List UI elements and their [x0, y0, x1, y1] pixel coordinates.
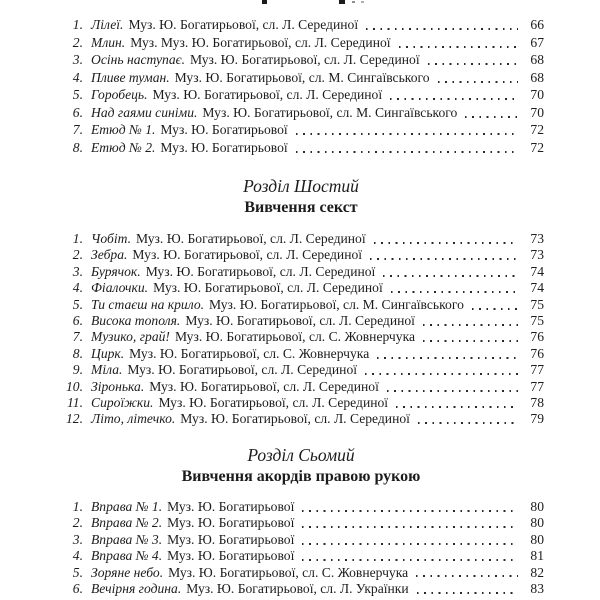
toc-entry [58, 313, 544, 329]
entry-page-number: 83 [530, 580, 544, 596]
toc-entry [58, 395, 544, 411]
entry-page-number: 76 [530, 329, 544, 345]
entry-number: 1. [72, 498, 83, 514]
entry-number: 8. [72, 139, 83, 155]
entry-title: Зоряне небо. [91, 564, 164, 580]
entry-number: 5. [72, 564, 83, 580]
dot-leader [296, 133, 518, 135]
toc-entry [58, 329, 544, 345]
toc-entry [58, 51, 544, 69]
entry-credits: Муз. Ю. Богатирьової [167, 498, 295, 514]
entry-page-number: 77 [530, 362, 544, 378]
toc-entry [58, 362, 544, 378]
entry-page-number: 74 [530, 263, 544, 279]
toc-entry [58, 297, 544, 313]
entry-title: Вправа № 1. [91, 498, 163, 514]
toc-entry [58, 499, 544, 515]
entry-credits: Муз. Ю. Богатирьової, сл. С. Жовнерчука [168, 564, 409, 580]
entry-credits: Муз. Ю. Богатирьової, сл. Л. Серединої [185, 313, 415, 329]
entry-credits: Муз. Ю. Богатирьової, сл. Л. Серединої [158, 395, 389, 411]
clipped-heading-remnant [0, 0, 600, 7]
toc-section [58, 175, 544, 428]
toc-entry [58, 379, 544, 395]
section-chapter-title: Вивчення секст [244, 199, 358, 216]
dot-leader [390, 98, 518, 100]
entry-page-number: 74 [530, 280, 544, 296]
entry-number: 6. [72, 313, 83, 329]
toc-entry [58, 532, 544, 548]
entry-title: Музико, грай! [91, 329, 170, 345]
entry-title: Етюд № 1. [91, 122, 156, 137]
entry-credits: Муз. Муз. Ю. Богатирьової, сл. Л. Серединої [130, 34, 391, 50]
entry-credits: Муз. Ю. Богатирьової, сл. М. Сингаївського [209, 296, 464, 312]
entry-title: Висока тополя. [91, 313, 181, 329]
entry-list [58, 231, 544, 428]
entry-credits: Муз. Ю. Богатирьової [167, 515, 295, 531]
dot-leader [302, 526, 518, 528]
dot-leader [383, 275, 518, 277]
toc-entry [58, 581, 544, 597]
dot-leader [377, 357, 518, 359]
clipped-heading-fragment [339, 0, 345, 4]
entry-number: 4. [72, 548, 83, 564]
entry-credits: Муз. Ю. Богатирьової, сл. Л. Серединої [132, 247, 363, 263]
entry-number: 5. [72, 87, 83, 102]
entry-number: 11. [67, 395, 83, 411]
toc-entry [58, 280, 544, 296]
entry-title: Млин. [91, 34, 126, 50]
entry-title: Сироїжки. [91, 395, 154, 411]
entry-title: Вправа № 4. [91, 548, 163, 564]
dot-leader [302, 543, 518, 545]
entry-title: Пливе туман. [91, 69, 170, 85]
entry-number: 5. [72, 296, 83, 312]
entry-number: 2. [72, 515, 83, 531]
entry-page-number: 70 [530, 104, 544, 120]
entry-number: 3. [72, 52, 83, 67]
entry-title: Зіронька. [91, 378, 145, 394]
entry-page-number: 73 [530, 247, 544, 263]
entry-credits: Муз. Ю. Богатирьової, сл. М. Сингаївського [202, 104, 458, 120]
toc-entry [58, 565, 544, 581]
entry-title: Горобець. [91, 87, 148, 102]
dot-leader [370, 258, 518, 260]
entry-list [58, 499, 544, 597]
entry-number: 2. [72, 247, 83, 263]
toc-entry [58, 69, 544, 87]
toc-entry [58, 104, 544, 122]
entry-credits: Муз. Ю. Богатирьової [167, 531, 295, 547]
dot-leader [428, 63, 518, 65]
toc-section [58, 444, 544, 597]
toc-section [58, 16, 544, 156]
entry-page-number: 67 [530, 34, 544, 50]
entry-credits: Муз. Ю. Богатирьової, сл. М. Сингаївського [174, 69, 430, 85]
toc-entry [58, 121, 544, 139]
toc-entry [58, 16, 544, 34]
entry-credits: Муз. Ю. Богатирьової, сл. Л. Серединої [145, 263, 376, 279]
section-part-label: Розділ Сьомий [247, 444, 355, 465]
entry-title: Ти стаєш на крило. [91, 296, 205, 312]
entry-title: Літо, літечко. [91, 411, 176, 427]
entry-number: 6. [72, 580, 83, 596]
entry-number: 1. [72, 231, 83, 246]
entry-page-number: 80 [530, 515, 544, 531]
section-part-label: Розділ Шостий [243, 176, 359, 196]
dot-leader [423, 324, 518, 326]
entry-page-number: 80 [530, 498, 544, 514]
entry-number: 9. [72, 362, 83, 378]
entry-title: Лілеї. [91, 17, 124, 32]
entry-number: 3. [72, 263, 83, 279]
entry-page-number: 82 [530, 564, 544, 580]
toc-entry [58, 86, 544, 104]
toc-entry [58, 264, 544, 280]
toc-entry [58, 247, 544, 263]
toc-entry [58, 139, 544, 157]
dot-leader [472, 308, 518, 310]
dot-leader [296, 151, 518, 153]
toc-entry [58, 346, 544, 362]
entry-page-number: 68 [530, 52, 544, 67]
entry-title: Бурячок. [91, 263, 141, 279]
entry-page-number: 72 [530, 122, 544, 137]
entry-page-number: 75 [530, 313, 544, 329]
entry-credits: Муз. Ю. Богатирьової, сл. Л. Серединої [152, 87, 383, 102]
entry-credits: Муз. Ю. Богатирьової, сл. С. Жовнерчука [174, 329, 415, 345]
entry-credits: Муз. Ю. Богатирьової, сл. Л. Серединої [149, 378, 379, 394]
entry-credits: Муз. Ю. Богатирьової [160, 139, 288, 155]
dot-leader [396, 406, 518, 408]
entry-number: 4. [72, 69, 83, 85]
entry-credits: Муз. Ю. Богатирьової, сл. С. Жовнерчука [129, 345, 370, 361]
entry-page-number: 77 [530, 378, 544, 394]
dot-leader [302, 510, 518, 512]
entry-title: Фіалочки. [91, 280, 149, 296]
entry-number: 4. [72, 280, 83, 296]
entry-title: Вправа № 2. [91, 515, 163, 531]
entry-page-number: 78 [530, 395, 544, 411]
toc-entry [58, 515, 544, 531]
toc-entry [58, 411, 544, 427]
entry-number: 6. [72, 104, 83, 120]
dot-leader [365, 373, 518, 375]
entry-number: 12. [66, 411, 83, 427]
entry-title: Зебра. [91, 247, 128, 263]
table-of-contents [58, 16, 544, 597]
entry-page-number: 66 [530, 17, 544, 32]
dot-leader [465, 116, 518, 118]
entry-credits: Муз. Ю. Богатирьової [160, 122, 288, 137]
entry-title: Над гаями синіми. [91, 104, 198, 120]
dot-leader [416, 575, 518, 577]
clipped-heading-fragment [352, 1, 355, 3]
dot-leader [438, 81, 518, 83]
entry-title: Цирк. [91, 345, 125, 361]
entry-number: 8. [72, 345, 83, 361]
clipped-heading-fragment [361, 1, 364, 3]
entry-number: 1. [72, 17, 83, 32]
entry-number: 10. [66, 378, 83, 394]
entry-page-number: 80 [530, 531, 544, 547]
entry-page-number: 68 [530, 69, 544, 85]
dot-leader [399, 46, 518, 48]
dot-leader [418, 422, 518, 424]
entry-number: 2. [72, 34, 83, 50]
dot-leader [302, 559, 518, 561]
toc-entry [58, 231, 544, 247]
entry-number: 3. [72, 531, 83, 547]
entry-number: 7. [72, 329, 83, 345]
entry-credits: Муз. Ю. Богатирьової, сл. Л. Серединої [127, 362, 358, 378]
dot-leader [417, 592, 518, 594]
entry-title: Вправа № 3. [91, 531, 163, 547]
entry-page-number: 73 [530, 231, 544, 246]
entry-number: 7. [72, 122, 83, 137]
entry-credits: Муз. Ю. Богатирьової, сл. Л. Серединої [135, 231, 366, 246]
entry-title: Етюд № 2. [91, 139, 156, 155]
entry-title: Чобіт. [91, 231, 131, 246]
entry-title: Міла. [91, 362, 123, 378]
toc-entry [58, 34, 544, 52]
entry-page-number: 72 [530, 139, 544, 155]
section-chapter-title: Вивчення акордів правою рукою [181, 467, 421, 485]
dot-leader [387, 390, 518, 392]
entry-page-number: 70 [530, 87, 544, 102]
dot-leader [423, 340, 518, 342]
dot-leader [391, 291, 518, 293]
entry-credits: Муз. Ю. Богатирьової, сл. Л. Серединої [153, 280, 383, 296]
entry-title: Осінь наступає. [91, 52, 185, 67]
entry-page-number: 76 [530, 345, 544, 361]
entry-list [58, 16, 544, 156]
entry-page-number: 75 [530, 296, 544, 312]
entry-credits: Муз. Ю. Богатирьової, сл. Л. Серединої [189, 52, 420, 67]
entry-page-number: 81 [530, 548, 544, 564]
toc-entry [58, 548, 544, 564]
entry-credits: Муз. Ю. Богатирьової, сл. Л. Серединої [180, 411, 410, 427]
entry-credits: Муз. Ю. Богатирьової, сл. Л. Українки [186, 580, 409, 596]
entry-title: Вечірня година. [91, 580, 182, 596]
entry-page-number: 79 [530, 411, 544, 427]
entry-credits: Муз. Ю. Богатирьової, сл. Л. Серединої [128, 17, 359, 32]
dot-leader [366, 28, 518, 30]
clipped-heading-fragment [262, 0, 267, 4]
entry-credits: Муз. Ю. Богатирьової [167, 548, 295, 564]
dot-leader [374, 242, 518, 244]
